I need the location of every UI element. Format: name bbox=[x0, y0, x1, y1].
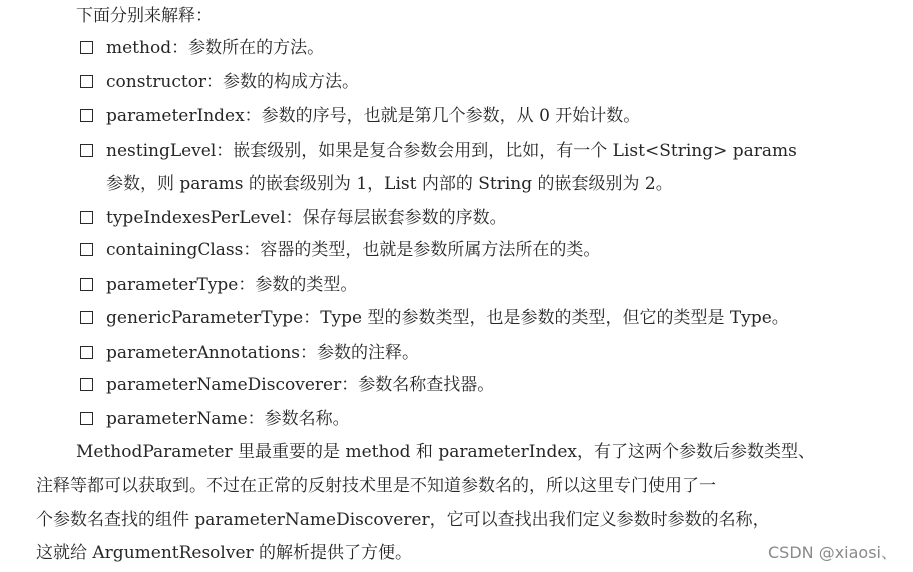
checkbox-bullet-icon bbox=[80, 144, 93, 157]
paragraph-line: MethodParameter 里最重要的是 method 和 parameterIndex，有了这两个参数后参数类型、 bbox=[76, 442, 816, 462]
list-item-text: parameterAnnotations：参数的注释。 bbox=[106, 343, 420, 363]
checkbox-bullet-icon bbox=[80, 346, 93, 359]
list-item-text: parameterIndex：参数的序号，也就是第几个参数，从 0 开始计数。 bbox=[106, 106, 641, 126]
checkbox-bullet-icon bbox=[80, 243, 93, 256]
list-item-text: nestingLevel：嵌套级别，如果是复合参数会用到，比如，有一个 List<String> params bbox=[106, 141, 797, 161]
checkbox-bullet-icon bbox=[80, 278, 93, 291]
checkbox-bullet-icon bbox=[80, 211, 93, 224]
list-item-text: parameterType：参数的类型。 bbox=[106, 275, 358, 295]
checkbox-bullet-icon bbox=[80, 378, 93, 391]
list-item-text: genericParameterType：Type 型的参数类型，也是参数的类型，但它的类型是 Type。 bbox=[106, 308, 789, 328]
list-item-nesting-level-continuation: 参数，则 params 的嵌套级别为 1，List 内部的 String 的嵌套级别为 2。 bbox=[106, 174, 673, 194]
checkbox-bullet-icon bbox=[80, 75, 93, 88]
checkbox-bullet-icon bbox=[80, 109, 93, 122]
checkbox-bullet-icon bbox=[80, 412, 93, 425]
paragraph-line: 个参数名查找的组件 parameterNameDiscoverer，它可以查找出我们定义参数时参数的名称， bbox=[36, 510, 770, 530]
list-item-text: parameterName：参数名称。 bbox=[106, 409, 350, 429]
list-item-text: constructor：参数的构成方法。 bbox=[106, 72, 360, 92]
paragraph-line: 这就给 ArgumentResolver 的解析提供了方便。 bbox=[36, 543, 413, 563]
checkbox-bullet-icon bbox=[80, 41, 93, 54]
list-item-text: method：参数所在的方法。 bbox=[106, 38, 325, 58]
checkbox-bullet-icon bbox=[80, 311, 93, 324]
list-item-text: parameterNameDiscoverer：参数名称查找器。 bbox=[106, 375, 495, 395]
paragraph-line: 注释等都可以获取到。不过在正常的反射技术里是不知道参数名的，所以这里专门使用了一 bbox=[36, 476, 716, 496]
list-item-text: typeIndexesPerLevel：保存每层嵌套参数的序数。 bbox=[106, 208, 507, 228]
list-item-text: containingClass：容器的类型，也就是参数所属方法所在的类。 bbox=[106, 240, 601, 260]
intro-text: 下面分别来解释： bbox=[76, 6, 212, 26]
csdn-watermark: CSDN @xiaosi、 bbox=[768, 543, 897, 562]
